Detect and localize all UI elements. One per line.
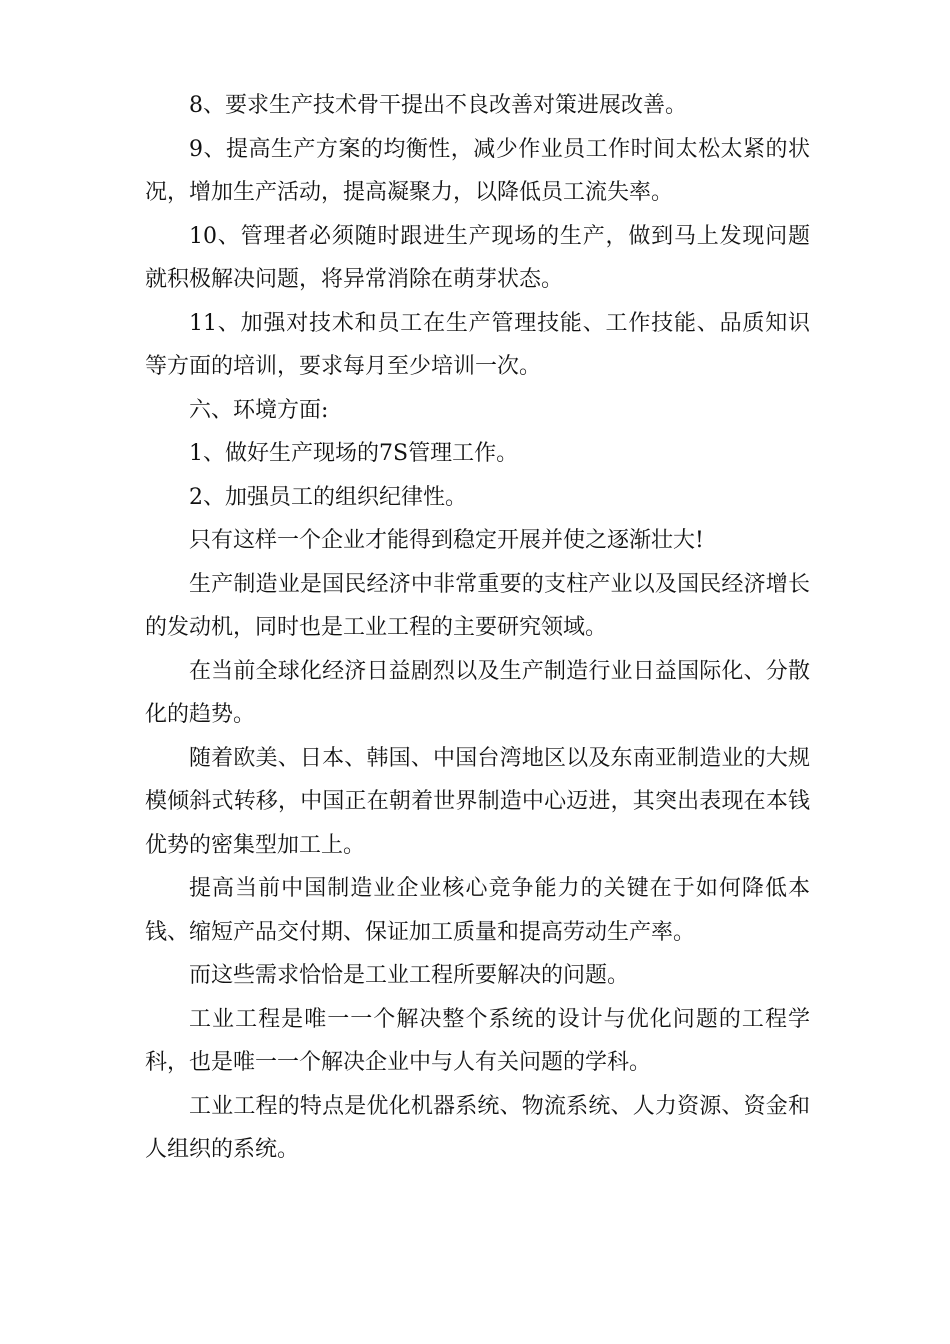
paragraph-ie-problems: 而这些需求恰恰是工业工程所要解决的问题。	[189, 963, 630, 988]
paragraph-conclusion: 只有这样一个企业才能得到稳定开展并使之逐渐壮大!	[189, 528, 704, 553]
paragraph-item-11-training: 11、加强对技术和员工在生产管理技能、工作技能、品质知识等方面的培训，要求每月至少培训一次。	[145, 310, 810, 379]
paragraph-ie-definition: 工业工程是唯一一个解决整个系统的设计与优化问题的工程学科，也是唯一一个解决企业中与人有关问题的学科。	[145, 1006, 810, 1075]
paragraph-competitiveness: 提高当前中国制造业企业核心竞争能力的关键在于如何降低本钱、缩短产品交付期、保证加工质量和提高劳动生产率。	[145, 876, 810, 945]
paragraph-industry-transfer: 随着欧美、日本、韩国、中国台湾地区以及东南亚制造业的大规模倾斜式转移，中国正在朝着世界制造中心迈进，其突出表现在本钱优势的密集型加工上。	[145, 745, 810, 858]
paragraph-item-10-followup: 10、管理者必须随时跟进生产现场的生产，做到马上发现问题就积极解决问题，将异常消除在萌芽状态。	[145, 223, 810, 292]
paragraph-manufacturing-intro: 生产制造业是国民经济中非常重要的支柱产业以及国民经济增长的发动机，同时也是工业工程的主要研究领域。	[145, 571, 810, 640]
section-heading-environment: 六、环境方面:	[189, 397, 329, 423]
paragraph-item-9-balance: 9、提高生产方案的均衡性，减少作业员工作时间太松太紧的状况，增加生产活动，提高凝聚力，以降低员工流失率。	[145, 136, 810, 205]
paragraph-env-item-1: 1、做好生产现场的7S管理工作。	[189, 441, 519, 466]
paragraph-item-8-improvement: 8、要求生产技术骨干提出不良改善对策进展改善。	[189, 93, 687, 118]
paragraph-globalization: 在当前全球化经济日益剧烈以及生产制造行业日益国际化、分散化的趋势。	[145, 658, 810, 727]
paragraph-env-item-2: 2、加强员工的组织纪律性。	[189, 484, 467, 510]
paragraph-ie-features: 工业工程的特点是优化机器系统、物流系统、人力资源、资金和人组织的系统。	[145, 1093, 810, 1162]
